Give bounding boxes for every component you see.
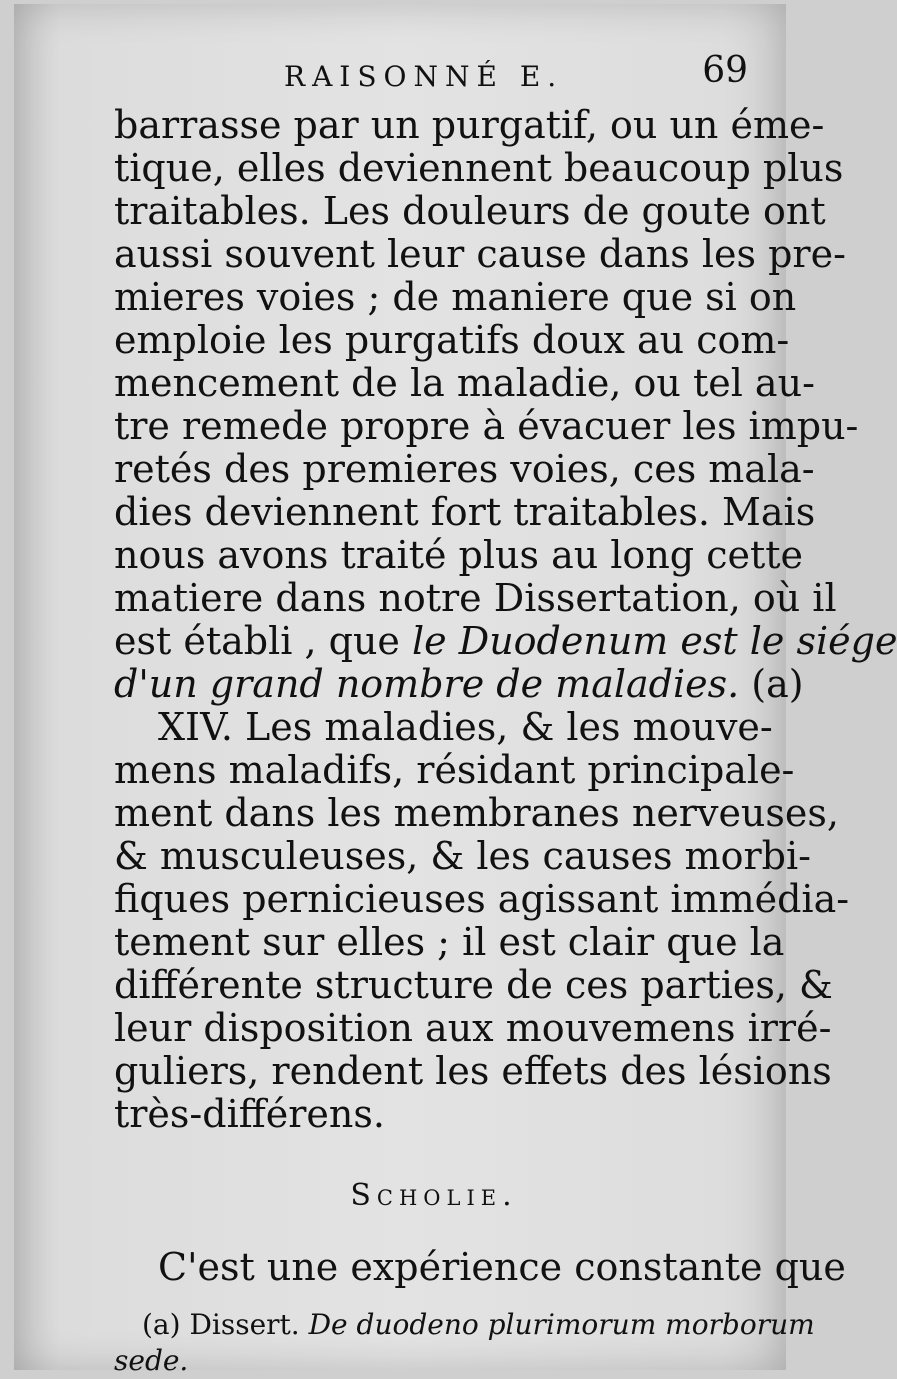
text-line: mens maladifs, résidant principale- (114, 748, 795, 792)
text-line: & musculeuses, & les causes morbi- (114, 834, 811, 878)
text-line: fiques pernicieuses agissant immédia- (114, 877, 850, 921)
text-line: matiere dans notre Dissertation, où il (114, 576, 837, 620)
text-line: tique, elles deviennent beaucoup plus (114, 146, 844, 190)
paragraph-2 (114, 705, 850, 1136)
running-head: RAISONNÉ E. (284, 60, 564, 93)
italic-quote: le Duodenum est le siége (412, 619, 897, 663)
footnote-ref: (a) (739, 662, 804, 706)
footnote-continuation (114, 1343, 754, 1379)
text-fragment: est établi , que (114, 619, 412, 663)
footnote-title: De duodeno plurimorum morborum (308, 1308, 815, 1341)
text-line: mieres voies ; de maniere que si on (114, 275, 797, 319)
footnote-title: sede. (114, 1344, 189, 1377)
text-line: barrasse par un purgatif, ou un éme- (114, 103, 825, 147)
section-title: Scholie. (350, 1178, 518, 1213)
text-line: différente structure de ces parties, & (114, 963, 833, 1007)
text-line: retés des premieres voies, ces mala- (114, 447, 815, 491)
text-line: tre remede propre à évacuer les impu- (114, 404, 859, 448)
text-line: mencement de la maladie, ou tel au- (114, 361, 815, 405)
text-line: nous avons traité plus au long cette (114, 533, 803, 577)
page-header (114, 48, 754, 104)
page-number: 69 (702, 50, 748, 91)
text-line: emploie les purgatifs doux au com- (114, 318, 790, 362)
text-line: tement sur elles ; il est clair que la (114, 920, 785, 964)
text-line: leur disposition aux mouvemens irré- (114, 1006, 832, 1050)
text-line: traitables. Les douleurs de goute ont (114, 189, 826, 233)
footnote (114, 1307, 815, 1343)
text-line: XIV. Les maladies, & les mouve- (158, 705, 773, 749)
italic-quote: d'un grand nombre de maladies. (114, 662, 740, 706)
text-line (114, 662, 804, 706)
text-line: aussi souvent leur cause dans les pre- (114, 232, 846, 276)
text-line: C'est une expérience constante que (158, 1245, 846, 1289)
text-line: très-différens. (114, 1092, 385, 1136)
text-line: ment dans les membranes nerveuses, (114, 791, 839, 835)
footnote-marker: (a) Dissert. (142, 1308, 309, 1341)
text-line: guliers, rendent les effets des lésions (114, 1049, 832, 1093)
book-page (14, 4, 897, 1377)
text-line (114, 619, 897, 663)
paragraph-1 (114, 103, 897, 706)
text-line: dies deviennent fort traitables. Mais (114, 490, 816, 534)
page-text (114, 48, 897, 1379)
